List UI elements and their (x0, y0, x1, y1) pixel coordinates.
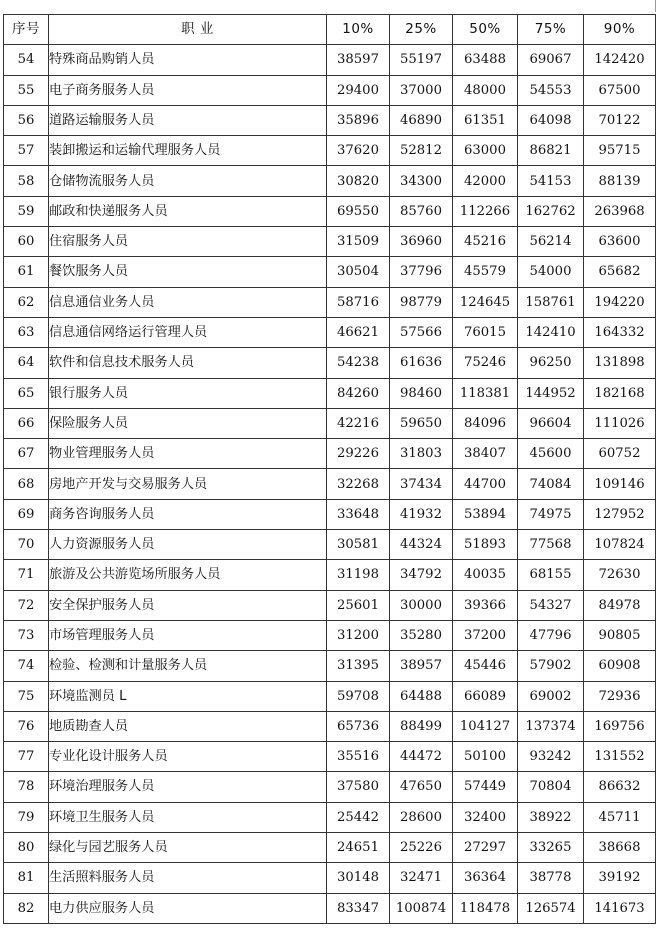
cell-p50: 50100 (453, 742, 518, 772)
cell-p75: 137374 (518, 711, 584, 741)
cell-p50: 63488 (453, 45, 518, 75)
cell-p90: 131898 (584, 348, 656, 378)
cell-p25: 44472 (390, 742, 453, 772)
cell-p25: 88499 (390, 711, 453, 741)
cell-p10: 31198 (327, 560, 390, 590)
cell-p50: 84096 (453, 408, 518, 438)
cell-index: 72 (4, 590, 49, 620)
cell-p75: 57902 (518, 651, 584, 681)
cell-p25: 61636 (390, 348, 453, 378)
cell-p50: 40035 (453, 560, 518, 590)
cell-p75: 96604 (518, 408, 584, 438)
cell-p90: 169756 (584, 711, 656, 741)
table-row (4, 136, 656, 166)
cell-p75: 38922 (518, 802, 584, 832)
cell-p10: 31395 (327, 651, 390, 681)
cell-occupation: 环境卫生服务人员 (49, 802, 327, 832)
cell-p25: 46890 (390, 105, 453, 135)
cell-occupation: 检验、检测和计量服务人员 (49, 651, 327, 681)
header-p50: 50% (453, 15, 518, 45)
cell-p10: 37620 (327, 136, 390, 166)
cell-p90: 141673 (584, 893, 656, 923)
cell-p10: 31200 (327, 620, 390, 650)
cell-p25: 59650 (390, 408, 453, 438)
cell-p10: 84260 (327, 378, 390, 408)
cell-p10: 42216 (327, 408, 390, 438)
cell-index: 69 (4, 499, 49, 529)
cell-p75: 69067 (518, 45, 584, 75)
cell-index: 59 (4, 196, 49, 226)
cell-p50: 51893 (453, 530, 518, 560)
cell-p75: 54153 (518, 166, 584, 196)
cell-p10: 30504 (327, 257, 390, 287)
cell-occupation: 绿化与园艺服务人员 (49, 833, 327, 863)
cell-p50: 45446 (453, 651, 518, 681)
cell-p75: 54553 (518, 75, 584, 105)
cell-p90: 95715 (584, 136, 656, 166)
cell-p10: 35516 (327, 742, 390, 772)
cell-p25: 100874 (390, 893, 453, 923)
cell-p90: 63600 (584, 227, 656, 257)
cell-occupation: 特殊商品购销人员 (49, 45, 327, 75)
cell-p50: 57449 (453, 772, 518, 802)
cell-index: 60 (4, 227, 49, 257)
cell-p75: 96250 (518, 348, 584, 378)
cell-index: 62 (4, 287, 49, 317)
header-p75: 75% (518, 15, 584, 45)
cell-p25: 57566 (390, 317, 453, 347)
cell-p50: 104127 (453, 711, 518, 741)
cell-occupation: 装卸搬运和运输代理服务人员 (49, 136, 327, 166)
cell-p90: 142420 (584, 45, 656, 75)
cell-p75: 162762 (518, 196, 584, 226)
cell-p50: 36364 (453, 863, 518, 893)
cell-p90: 164332 (584, 317, 656, 347)
cell-p10: 65736 (327, 711, 390, 741)
cell-occupation: 信息通信网络运行管理人员 (49, 317, 327, 347)
cell-p50: 39366 (453, 590, 518, 620)
cell-index: 80 (4, 833, 49, 863)
table-row (4, 893, 656, 923)
cell-index: 81 (4, 863, 49, 893)
table-row (4, 105, 656, 135)
cell-p75: 54000 (518, 257, 584, 287)
cell-p75: 142410 (518, 317, 584, 347)
cell-p90: 45711 (584, 802, 656, 832)
cell-occupation: 旅游及公共游览场所服务人员 (49, 560, 327, 590)
cell-p10: 25601 (327, 590, 390, 620)
table-row (4, 590, 656, 620)
cell-p50: 44700 (453, 469, 518, 499)
cell-index: 65 (4, 378, 49, 408)
cell-p25: 38957 (390, 651, 453, 681)
cell-index: 55 (4, 75, 49, 105)
cell-p10: 58716 (327, 287, 390, 317)
cell-p90: 72630 (584, 560, 656, 590)
header-p90: 90% (584, 15, 656, 45)
cell-index: 66 (4, 408, 49, 438)
table-row (4, 75, 656, 105)
table-row (4, 711, 656, 741)
cell-p25: 34792 (390, 560, 453, 590)
cell-p25: 37796 (390, 257, 453, 287)
cell-p75: 54327 (518, 590, 584, 620)
table-row (4, 651, 656, 681)
table-row (4, 227, 656, 257)
header-occupation: 职 业 (49, 15, 327, 45)
cell-index: 64 (4, 348, 49, 378)
cell-p50: 32400 (453, 802, 518, 832)
header-index: 序号 (4, 15, 49, 45)
cell-index: 57 (4, 136, 49, 166)
cell-occupation: 市场管理服务人员 (49, 620, 327, 650)
table-row (4, 802, 656, 832)
cell-p25: 52812 (390, 136, 453, 166)
cell-p10: 46621 (327, 317, 390, 347)
cell-p25: 36960 (390, 227, 453, 257)
cell-p90: 70122 (584, 105, 656, 135)
table-body (4, 45, 656, 924)
cell-p10: 30581 (327, 530, 390, 560)
cell-index: 56 (4, 105, 49, 135)
cell-index: 67 (4, 439, 49, 469)
cell-occupation: 保险服务人员 (49, 408, 327, 438)
cell-p75: 70804 (518, 772, 584, 802)
cell-occupation: 安全保护服务人员 (49, 590, 327, 620)
cell-p50: 45216 (453, 227, 518, 257)
cell-p90: 182168 (584, 378, 656, 408)
cell-p90: 88139 (584, 166, 656, 196)
cell-p90: 60752 (584, 439, 656, 469)
table-row (4, 408, 656, 438)
cell-p90: 60908 (584, 651, 656, 681)
table-row (4, 530, 656, 560)
cell-p50: 45579 (453, 257, 518, 287)
table-row (4, 439, 656, 469)
cell-p25: 35280 (390, 620, 453, 650)
document-page (3, 14, 655, 924)
cell-p50: 27297 (453, 833, 518, 863)
cell-occupation: 邮政和快递服务人员 (49, 196, 327, 226)
cell-p90: 84978 (584, 590, 656, 620)
table-header-row (4, 15, 656, 45)
cell-p75: 47796 (518, 620, 584, 650)
cell-p10: 30148 (327, 863, 390, 893)
cell-occupation: 人力资源服务人员 (49, 530, 327, 560)
cell-index: 68 (4, 469, 49, 499)
cell-p90: 67500 (584, 75, 656, 105)
cell-index: 79 (4, 802, 49, 832)
cell-p10: 35896 (327, 105, 390, 135)
cell-p75: 93242 (518, 742, 584, 772)
cell-p10: 33648 (327, 499, 390, 529)
cell-p25: 34300 (390, 166, 453, 196)
cell-p50: 75246 (453, 348, 518, 378)
cell-p10: 31509 (327, 227, 390, 257)
cell-p25: 64488 (390, 681, 453, 711)
cell-p10: 32268 (327, 469, 390, 499)
cell-occupation: 环境监测员 L (49, 681, 327, 711)
table-row (4, 742, 656, 772)
cell-index: 63 (4, 317, 49, 347)
cell-p25: 31803 (390, 439, 453, 469)
cell-p50: 53894 (453, 499, 518, 529)
cell-p75: 74975 (518, 499, 584, 529)
cell-p10: 59708 (327, 681, 390, 711)
cell-index: 71 (4, 560, 49, 590)
cell-p75: 38778 (518, 863, 584, 893)
cell-index: 78 (4, 772, 49, 802)
cell-p75: 74084 (518, 469, 584, 499)
table-row (4, 45, 656, 75)
cell-p25: 55197 (390, 45, 453, 75)
cell-p10: 37580 (327, 772, 390, 802)
table-row (4, 166, 656, 196)
cell-p90: 109146 (584, 469, 656, 499)
cell-p25: 32471 (390, 863, 453, 893)
cell-p90: 194220 (584, 287, 656, 317)
cell-p75: 144952 (518, 378, 584, 408)
cell-occupation: 电子商务服务人员 (49, 75, 327, 105)
cell-occupation: 银行服务人员 (49, 378, 327, 408)
cell-p10: 29226 (327, 439, 390, 469)
cell-p50: 37200 (453, 620, 518, 650)
cell-p50: 63000 (453, 136, 518, 166)
cell-occupation: 物业管理服务人员 (49, 439, 327, 469)
cell-index: 75 (4, 681, 49, 711)
table-row (4, 287, 656, 317)
table-row (4, 560, 656, 590)
cell-p90: 107824 (584, 530, 656, 560)
page-edge-mark (655, 0, 656, 12)
cell-index: 70 (4, 530, 49, 560)
table-row (4, 681, 656, 711)
cell-p50: 42000 (453, 166, 518, 196)
cell-occupation: 住宿服务人员 (49, 227, 327, 257)
cell-occupation: 环境治理服务人员 (49, 772, 327, 802)
cell-index: 73 (4, 620, 49, 650)
cell-p50: 38407 (453, 439, 518, 469)
cell-p75: 45600 (518, 439, 584, 469)
cell-index: 58 (4, 166, 49, 196)
table-row (4, 772, 656, 802)
cell-occupation: 房地产开发与交易服务人员 (49, 469, 327, 499)
cell-p25: 41932 (390, 499, 453, 529)
cell-p10: 25442 (327, 802, 390, 832)
cell-p10: 83347 (327, 893, 390, 923)
cell-p25: 44324 (390, 530, 453, 560)
cell-p50: 124645 (453, 287, 518, 317)
table-row (4, 469, 656, 499)
cell-occupation: 软件和信息技术服务人员 (49, 348, 327, 378)
cell-occupation: 地质勘查人员 (49, 711, 327, 741)
cell-index: 54 (4, 45, 49, 75)
cell-index: 61 (4, 257, 49, 287)
cell-p50: 61351 (453, 105, 518, 135)
cell-p75: 68155 (518, 560, 584, 590)
cell-occupation: 电力供应服务人员 (49, 893, 327, 923)
cell-p10: 69550 (327, 196, 390, 226)
cell-p50: 112266 (453, 196, 518, 226)
cell-p90: 38668 (584, 833, 656, 863)
cell-index: 82 (4, 893, 49, 923)
table-row (4, 863, 656, 893)
cell-p75: 56214 (518, 227, 584, 257)
cell-p10: 24651 (327, 833, 390, 863)
cell-p25: 30000 (390, 590, 453, 620)
header-p10: 10% (327, 15, 390, 45)
cell-p75: 69002 (518, 681, 584, 711)
table-row (4, 196, 656, 226)
cell-p10: 29400 (327, 75, 390, 105)
table-row (4, 499, 656, 529)
cell-occupation: 信息通信业务人员 (49, 287, 327, 317)
cell-p90: 131552 (584, 742, 656, 772)
cell-p25: 37000 (390, 75, 453, 105)
cell-occupation: 道路运输服务人员 (49, 105, 327, 135)
cell-p75: 126574 (518, 893, 584, 923)
table-row (4, 317, 656, 347)
cell-p10: 30820 (327, 166, 390, 196)
cell-p90: 65682 (584, 257, 656, 287)
cell-p90: 86632 (584, 772, 656, 802)
table-row (4, 257, 656, 287)
cell-p90: 263968 (584, 196, 656, 226)
cell-index: 76 (4, 711, 49, 741)
cell-p25: 47650 (390, 772, 453, 802)
cell-p90: 127952 (584, 499, 656, 529)
cell-occupation: 生活照料服务人员 (49, 863, 327, 893)
cell-index: 74 (4, 651, 49, 681)
cell-occupation: 专业化设计服务人员 (49, 742, 327, 772)
cell-occupation: 餐饮服务人员 (49, 257, 327, 287)
cell-p25: 28600 (390, 802, 453, 832)
cell-p75: 33265 (518, 833, 584, 863)
cell-p50: 66089 (453, 681, 518, 711)
table-row (4, 620, 656, 650)
header-p25: 25% (390, 15, 453, 45)
cell-p25: 85760 (390, 196, 453, 226)
cell-p10: 38597 (327, 45, 390, 75)
cell-p90: 39192 (584, 863, 656, 893)
cell-p50: 118381 (453, 378, 518, 408)
cell-p25: 37434 (390, 469, 453, 499)
cell-index: 77 (4, 742, 49, 772)
cell-p50: 48000 (453, 75, 518, 105)
cell-p50: 118478 (453, 893, 518, 923)
cell-occupation: 仓储物流服务人员 (49, 166, 327, 196)
cell-occupation: 商务咨询服务人员 (49, 499, 327, 529)
cell-p90: 90805 (584, 620, 656, 650)
cell-p90: 72936 (584, 681, 656, 711)
wage-percentile-table (3, 14, 656, 924)
table-row (4, 833, 656, 863)
cell-p90: 111026 (584, 408, 656, 438)
cell-p75: 158761 (518, 287, 584, 317)
cell-p75: 86821 (518, 136, 584, 166)
cell-p25: 98779 (390, 287, 453, 317)
cell-p50: 76015 (453, 317, 518, 347)
cell-p75: 64098 (518, 105, 584, 135)
cell-p25: 25226 (390, 833, 453, 863)
cell-p10: 54238 (327, 348, 390, 378)
cell-p25: 98460 (390, 378, 453, 408)
table-row (4, 348, 656, 378)
table-row (4, 378, 656, 408)
cell-p75: 77568 (518, 530, 584, 560)
